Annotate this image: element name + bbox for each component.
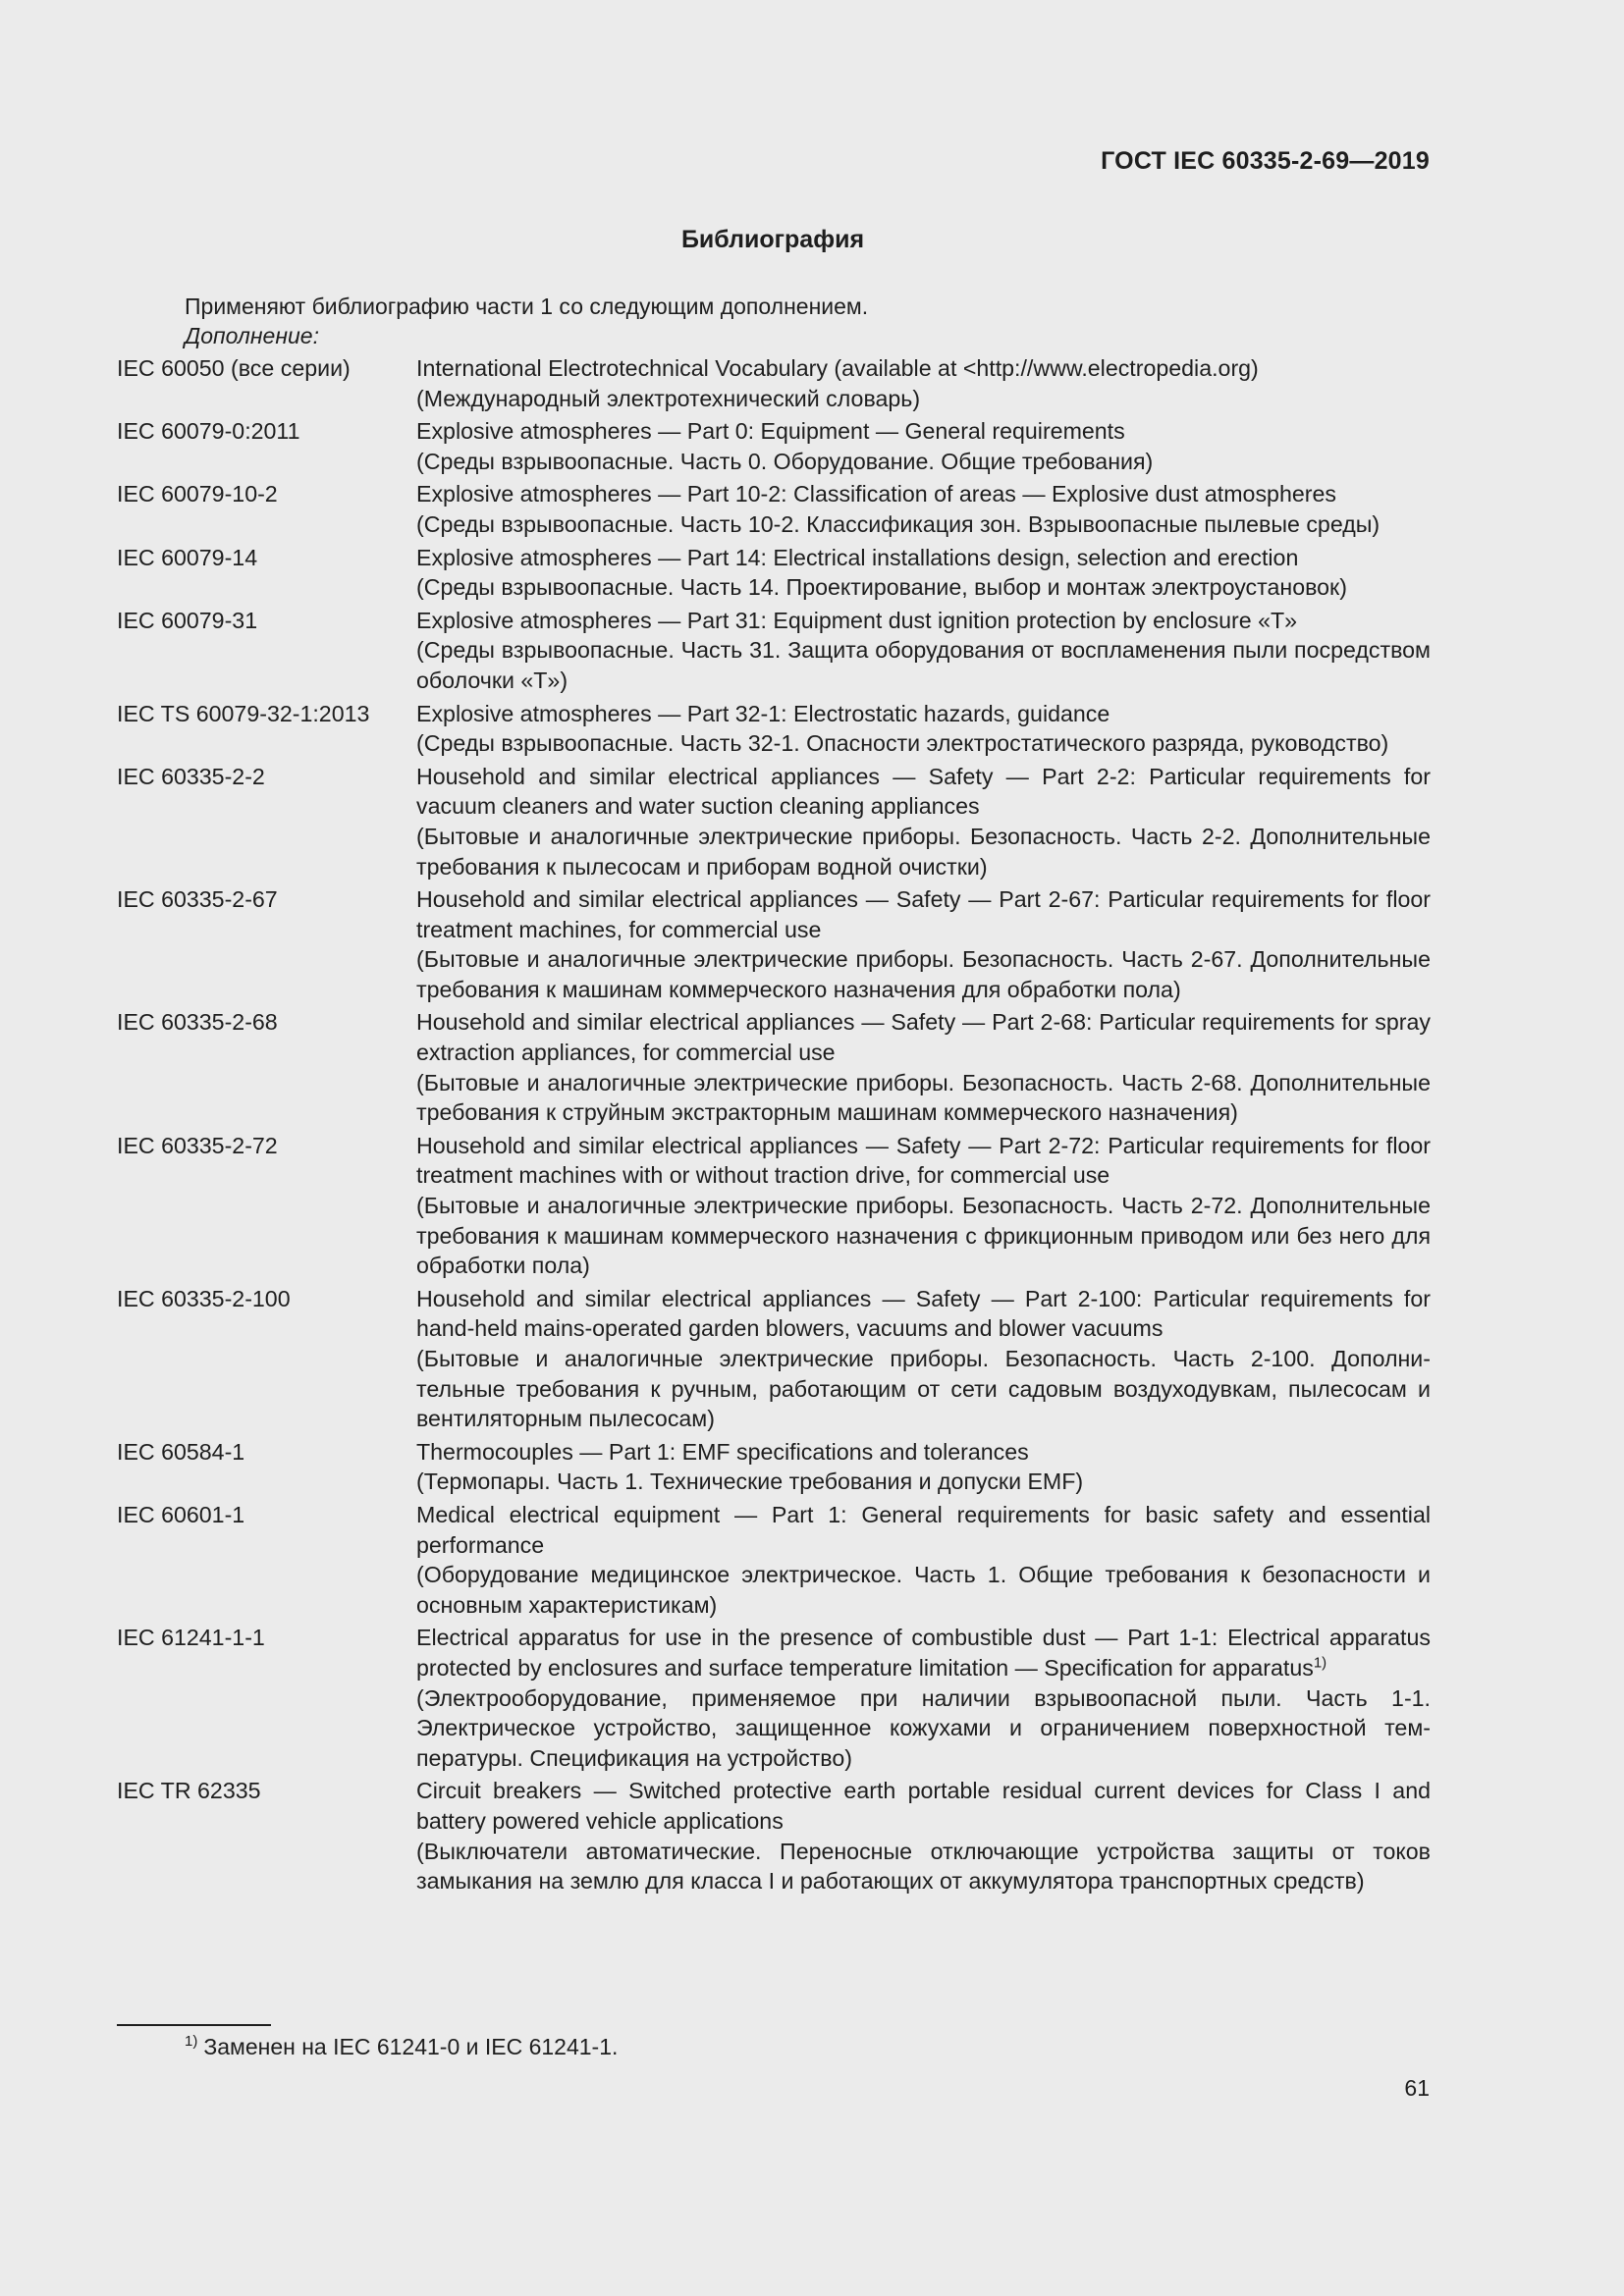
entry-code: IEC 60079-10-2	[117, 481, 278, 507]
entry-description	[416, 1284, 1431, 1434]
entry-title: Explosive atmospheres — Part 10-2: Classification of areas — Explosive dust atmospheres	[416, 481, 1336, 507]
footnote	[185, 2032, 618, 2061]
bibliography-entry	[117, 1007, 1431, 1127]
entry-code: IEC 60335-2-67	[117, 886, 278, 913]
entry-title: Household and similar electrical appliances — Safety — Part 2-2: Particular requirements for vacuum cleaners and water suction cleaning appliances	[416, 763, 1431, 820]
entry-translation: (Международный электротехнический словарь)	[416, 385, 921, 411]
entry-description	[416, 353, 1431, 413]
bibliography-entry	[117, 606, 1431, 696]
footnote-text: Заменен на IEC 61241-0 и IEC 61241-1.	[203, 2034, 619, 2059]
entry-translation: (Среды взрывоопасные. Часть 32-1. Опасности электростатического разряда, руководство)	[416, 730, 1389, 757]
entry-translation: (Бытовые и аналогичные электрические приборы. Безопасность. Часть 2-2. Дополнительные требования к пылесосам и приборам водной очистки)	[416, 823, 1431, 880]
entry-title: Explosive atmospheres — Part 31: Equipment dust ignition protection by enclosure «T»	[416, 607, 1298, 633]
bibliography-entry	[117, 699, 1431, 759]
entry-description	[416, 543, 1431, 603]
entry-title: Household and similar electrical appliances — Safety — Part 2-100: Particular requirements for hand-held mains-operated garden blowers, vacuums and blower vacuums	[416, 1285, 1431, 1342]
entry-description	[416, 416, 1431, 476]
entry-title: Thermocouples — Part 1: EMF specifications and tolerances	[416, 1438, 1029, 1465]
entry-title: Medical electrical equipment — Part 1: General requirements for basic safety and essential performance	[416, 1501, 1431, 1558]
entry-translation: (Оборудование медицинское электрическое. Часть 1. Общие требования к безопасности и основным характеристикам)	[416, 1562, 1431, 1618]
entry-code: IEC 60335-2-72	[117, 1132, 278, 1158]
entry-title: International Electrotechnical Vocabulary (available at <http://www.electropedia.org)	[416, 355, 1259, 381]
entry-translation: (Среды взрывоопасные. Часть 14. Проектирование, выбор и монтаж электроустановок)	[416, 574, 1347, 601]
entry-title	[416, 1623, 1431, 1682]
document-standard-header: ГОСТ IEC 60335-2-69—2019	[1101, 147, 1430, 175]
section-title: Библиография	[680, 226, 865, 253]
addition-label: Дополнение:	[185, 323, 319, 348]
entry-description	[416, 699, 1431, 759]
entry-description	[416, 479, 1431, 539]
entry-description	[416, 1437, 1431, 1497]
entry-description	[416, 762, 1431, 881]
entry-translation: (Среды взрывоопасные. Часть 10-2. Классификация зон. Взрывоопасные пылевые среды)	[416, 510, 1380, 537]
intro-text: Применяют библиографию части 1 со следующим дополнением.	[185, 294, 869, 319]
entry-description	[416, 1131, 1431, 1281]
entry-translation: (Бытовые и аналогичные электрические приборы. Безопасность. Часть 2-72. Дополнительные требования к машинам коммерческого назначения с фрикционным приводом или без него для обработки пола)	[416, 1193, 1431, 1279]
page-number: 61	[1404, 2075, 1430, 2101]
entry-code: IEC 60584-1	[117, 1438, 245, 1465]
entry-description	[416, 1776, 1431, 1896]
footnote-mark: 1)	[185, 2033, 198, 2051]
entry-description	[416, 606, 1431, 696]
bibliography-entry	[117, 479, 1431, 539]
entry-description	[416, 1623, 1431, 1773]
entry-code: IEC 60050 (все серии)	[117, 355, 351, 381]
entry-translation: (Среды взрывоопасные. Часть 31. Защита оборудования от воспламенения пыли посредством оболочки «T»)	[416, 637, 1431, 693]
entry-translation: (Термопары. Часть 1. Технические требования и допуски EMF)	[416, 1468, 1084, 1495]
entry-description	[416, 1007, 1431, 1127]
entry-title: Household and similar electrical appliances — Safety — Part 2-68: Particular requirements for spray extraction appliances, for commercial use	[416, 1009, 1431, 1066]
footnote-reference[interactable]: 1)	[1313, 1654, 1327, 1672]
entry-description	[416, 1500, 1431, 1620]
bibliography-entry	[117, 1284, 1431, 1434]
bibliography-entry	[117, 884, 1431, 1004]
entry-translation: (Выключатели автоматические. Переносные отключающие устройства защиты от токов замыкания на землю для класса I и работающих от аккумулятора транспортных средств)	[416, 1838, 1431, 1895]
bibliography-entry	[117, 1131, 1431, 1281]
bibliography-entry	[117, 762, 1431, 881]
entry-description	[416, 884, 1431, 1004]
entry-code: IEC 60601-1	[117, 1501, 245, 1527]
entry-translation: (Бытовые и аналогичные электрические приборы. Безопасность. Часть 2-67. Дополнительные требования к машинам коммерческого назначения для обработки пола)	[416, 946, 1431, 1002]
entry-translation: (Электрооборудование, применяемое при наличии взрывоопасной пыли. Часть 1-1. Электрическое устройство, защищенное кожухами и ограничением поверхностной температуры. Спецификация на устройство)	[416, 1684, 1431, 1771]
footnote-separator	[117, 2024, 271, 2026]
bibliography-entry	[117, 543, 1431, 603]
bibliography-entry	[117, 1500, 1431, 1620]
entry-title: Circuit breakers — Switched protective earth portable residual current devices for Class I and battery powered vehicle applications	[416, 1778, 1431, 1834]
entry-title: Explosive atmospheres — Part 0: Equipment — General requirements	[416, 418, 1125, 445]
bibliography-entry	[117, 416, 1431, 476]
entry-code: IEC 60335-2-100	[117, 1285, 291, 1311]
entry-translation: (Среды взрывоопасные. Часть 0. Оборудование. Общие требования)	[416, 448, 1154, 474]
entry-translation: (Бытовые и аналогичные электрические приборы. Безопасность. Часть 2-100. Дополнительные требования к ручным, работающим от сети садовым воздуходувкам, пылесосам и вентиляторным пылесосам)	[416, 1346, 1431, 1432]
entry-title-text: Electrical apparatus for use in the presence of combustible dust — Part 1-1: Electrical apparatus protected by enclosures and surface temperature limitation — Specification for apparatus	[416, 1625, 1431, 1681]
entry-code: IEC 60079-0:2011	[117, 418, 300, 445]
entry-code: IEC TR 62335	[117, 1778, 261, 1804]
entry-code: IEC 60079-14	[117, 544, 258, 570]
bibliography-list	[117, 353, 1431, 1899]
bibliography-entry	[117, 353, 1431, 413]
entry-code: IEC TS 60079-32-1:2013	[117, 700, 370, 726]
entry-title: Explosive atmospheres — Part 32-1: Electrostatic hazards, guidance	[416, 700, 1110, 726]
entry-title: Explosive atmospheres — Part 14: Electrical installations design, selection and erection	[416, 544, 1299, 570]
intro-block	[185, 292, 868, 350]
bibliography-entry	[117, 1623, 1431, 1773]
entry-title: Household and similar electrical appliances — Safety — Part 2-67: Particular requirements for floor treatment machines, for commercial use	[416, 886, 1431, 942]
entry-code: IEC 60335-2-68	[117, 1009, 278, 1036]
entry-title: Household and similar electrical appliances — Safety — Part 2-72: Particular requirements for floor treatment machines with or without traction drive, for commercial use	[416, 1132, 1431, 1189]
entry-translation: (Бытовые и аналогичные электрические приборы. Безопасность. Часть 2-68. Дополнительные требования к струйным экстракторным машинам коммерческого назначения)	[416, 1069, 1431, 1126]
bibliography-entry	[117, 1776, 1431, 1896]
entry-code: IEC 61241-1-1	[117, 1625, 265, 1651]
entry-code: IEC 60079-31	[117, 607, 258, 633]
bibliography-entry	[117, 1437, 1431, 1497]
entry-code: IEC 60335-2-2	[117, 763, 265, 789]
